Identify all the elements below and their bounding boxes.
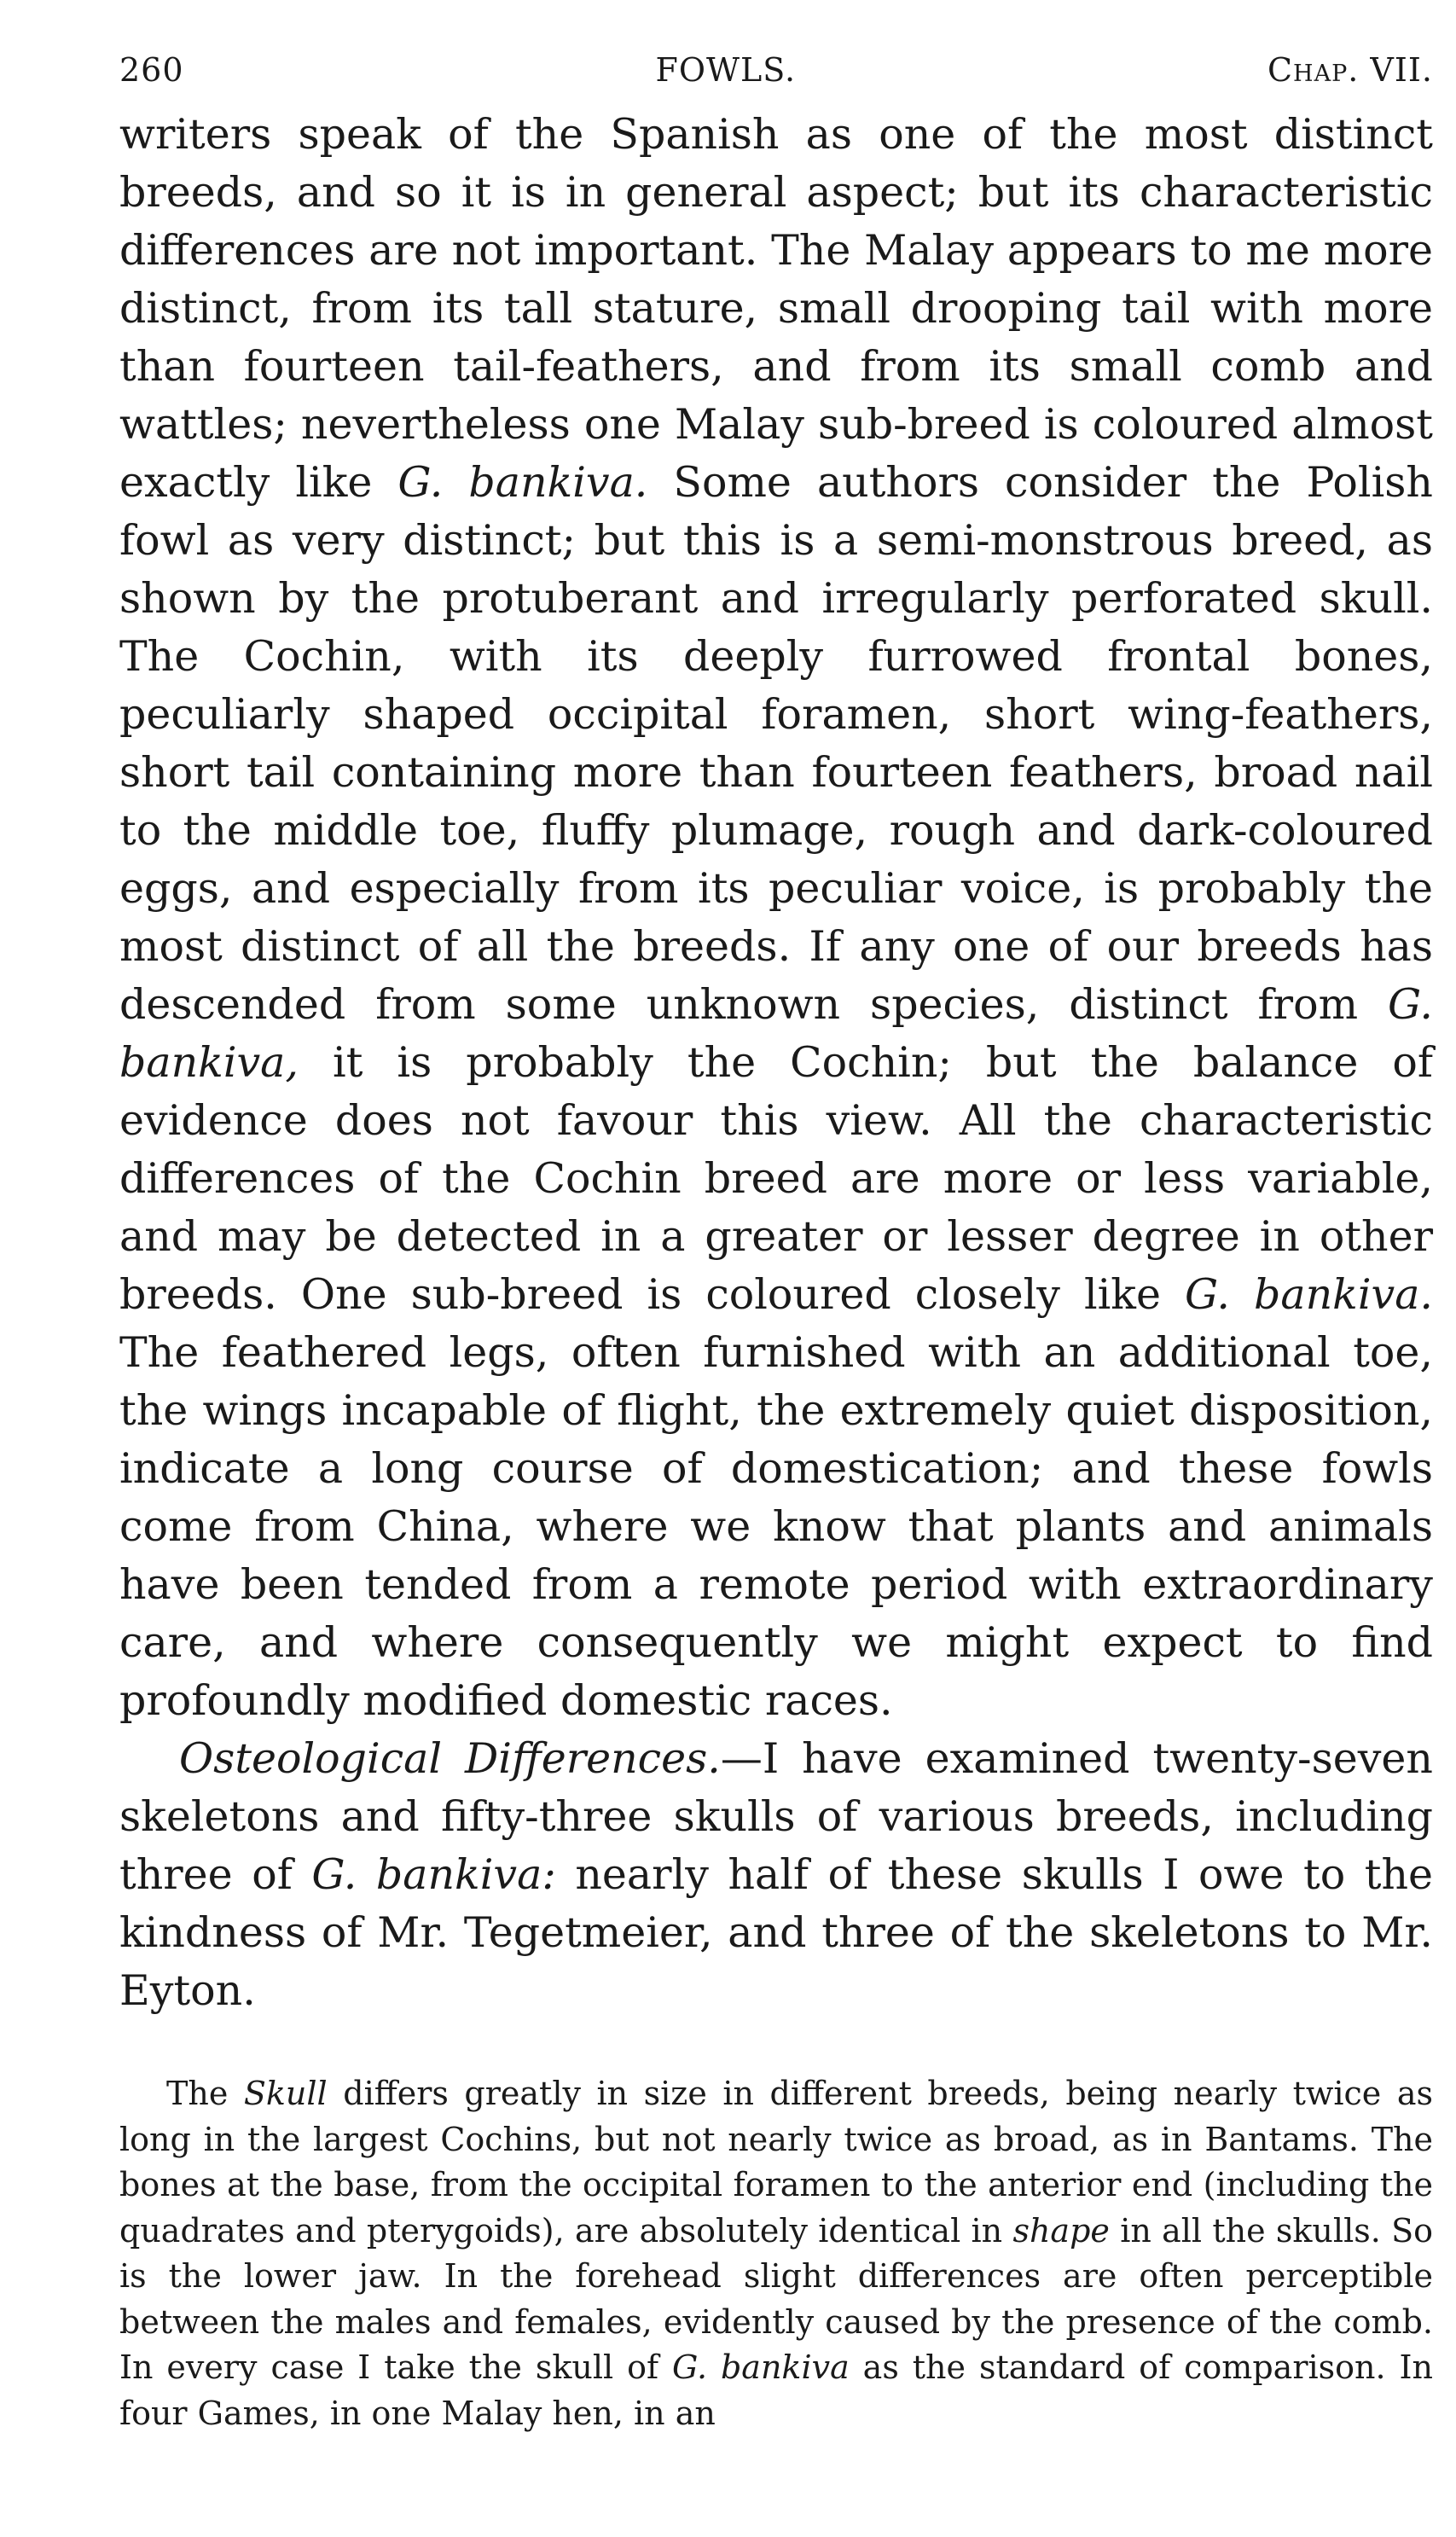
- paragraph-1: [119, 106, 1433, 1730]
- running-header: [119, 51, 1433, 89]
- text-segment: The: [166, 2075, 244, 2112]
- text-segment: Some authors consider the Polish fowl as very distinct; but this is a semi-monstrous breed, as shown by the protuberant and irregularly perforated skull. The Cochin, with its deeply furrowed frontal bones, peculiarly shaped occipital foramen, short wing-feathers, short tail containing more than fourteen feathers, broad nail to the middle toe, fluffy plumage, rough and dark-coloured eggs, and especially from its peculiar voice, is probably the most distinct of all the breeds. If any one of our breeds has descended from some unknown species, distinct from: [119, 458, 1433, 1029]
- species-name: G. bankiva,: [119, 980, 1433, 1087]
- text-segment: as the standard of comparison. In four Games, in one Malay hen, in an: [119, 2348, 1433, 2432]
- section-heading: Osteological Differences.: [179, 1734, 721, 1783]
- text-segment: writers speak of the Spanish as one of the most distinct breeds, and so it is in general aspect; but its characteristic differences are not important. The Malay appears to me more distinct, from its tall stature, small drooping tail with more than fourteen tail-feathers, and from its small comb and wattles; nevertheless one Malay sub-breed is coloured almost exactly like: [119, 110, 1433, 507]
- book-page: [119, 51, 1433, 2436]
- small-print-text: [119, 2071, 1433, 2436]
- chapter-label: Chap. VII.: [1267, 51, 1433, 89]
- text-segment: nearly half of these skulls I owe to the kindness of Mr. Tegetmeier, and three of the skeletons to Mr. Eyton.: [119, 1850, 1433, 2015]
- species-name: G. bankiva:: [311, 1850, 556, 1899]
- text-segment: differs greatly in size in different breeds, being nearly twice as long in the largest Cochins, but not nearly twice as broad, as in Bantams. The bones at the base, from the occipital foramen to the anterior end (including the quadrates and pterygoids), are absolutely identical in: [119, 2075, 1433, 2250]
- text-segment: in all the skulls. So is the lower jaw. In the forehead slight differences are often perceptible between the males and females, evidently caused by the presence of the comb. In every case I take the skull of: [119, 2211, 1434, 2386]
- main-text: [119, 106, 1433, 2020]
- running-title: FOWLS.: [655, 51, 797, 89]
- italic-term: Skull: [243, 2075, 328, 2112]
- paragraph-2: [119, 1730, 1433, 2020]
- text-segment: —I have examined twenty-seven skeletons and fifty-three skulls of various breeds, including three of: [119, 1734, 1433, 1899]
- paragraph-3: [119, 2071, 1433, 2436]
- italic-term: shape: [1012, 2211, 1110, 2250]
- species-name: G. bankiva.: [397, 458, 648, 507]
- species-name: G. bankiva: [671, 2348, 850, 2386]
- species-name: G. bankiva.: [1185, 1270, 1433, 1319]
- text-segment: The feathered legs, often furnished with an additional toe, the wings incapable of flight, the extremely quiet disposition, indicate a long course of domestication; and these fowls come from China, where we know that plants and animals have been tended from a remote period with extraordinary care, and where consequently we might expect to find profoundly modified domestic races.: [119, 1328, 1433, 1725]
- page-number: 260: [119, 51, 184, 89]
- text-segment: it is probably the Cochin; but the balance of evidence does not favour this view. All the characteristic differences of the Cochin breed are more or less variable, and may be detected in a greater or lesser degree in other breeds. One sub-breed is coloured closely like: [119, 1038, 1433, 1319]
